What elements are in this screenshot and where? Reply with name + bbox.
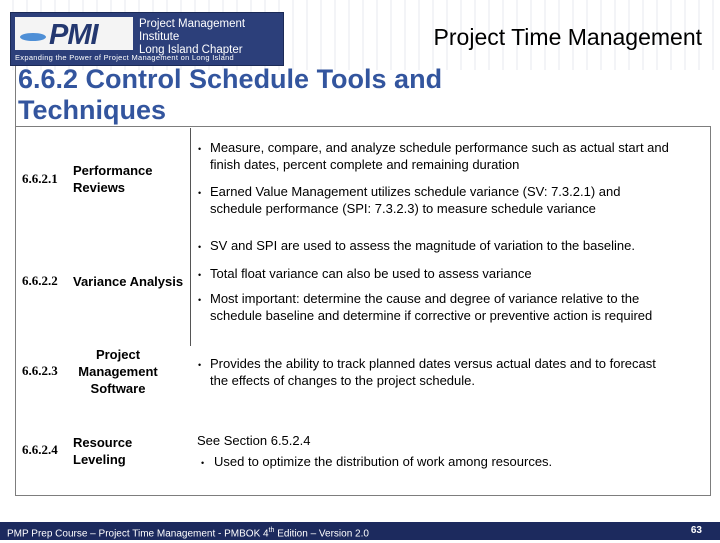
bullet-icon: • [198, 270, 202, 280]
list-item [214, 453, 552, 470]
list-item-line: Provides the ability to track planned dates versus actual dates and to forecast [210, 356, 656, 371]
section-label [73, 273, 183, 290]
pmi-logo [10, 12, 284, 66]
logo-name-line2: Long Island Chapter [139, 44, 243, 56]
list-item [210, 183, 620, 217]
footer-text-main: PMP Prep Course – Project Time Management - PMBOK 4 [7, 528, 269, 540]
footer-bar [0, 522, 720, 540]
list-item-line: Measure, compare, and analyze schedule performance such as actual start and [210, 140, 669, 155]
list-item [210, 237, 635, 254]
list-item [210, 139, 669, 173]
bullet-icon: • [198, 295, 202, 305]
bullet-icon: • [198, 188, 202, 198]
pmi-logo-mark [15, 17, 133, 50]
section-number: 6.6.2.1 [22, 171, 58, 186]
list-item-line: Most important: determine the cause and degree of variance relative to the [210, 291, 640, 306]
list-item-line: Total float variance can also be used to assess variance [210, 266, 532, 281]
header-title: Project Time Management [433, 24, 702, 50]
slide-title-line2: Techniques [18, 95, 167, 125]
list-item [210, 355, 656, 389]
bullet-icon: • [198, 242, 202, 252]
list-item-line: Earned Value Management utilizes schedule variance (SV: 7.3.2.1) and [210, 184, 621, 199]
pmi-logo-letters: PMI [49, 19, 98, 51]
footer-text-superscript: th [268, 527, 275, 534]
slide-title [18, 64, 442, 126]
list-item [210, 265, 532, 282]
section-label-line: Performance [73, 163, 153, 178]
section-label-line: Project [95, 347, 141, 362]
list-item-line: schedule performance (SPI: 7.3.2.3) to measure schedule variance [210, 201, 596, 216]
logo-tagline: Expanding the Power of Project Management on Long Island [15, 53, 235, 62]
logo-organization-name [139, 18, 283, 57]
footer-text-edition: Edition – Version 2.0 [274, 528, 369, 540]
section-label-line: Software [90, 381, 146, 396]
list-item [210, 290, 652, 324]
section-label [73, 162, 152, 196]
bullet-icon: • [198, 144, 202, 154]
list-item-line: SV and SPI are used to assess the magnitude of variation to the baseline. [210, 238, 635, 253]
section-number: 6.6.2.2 [22, 273, 58, 288]
section-label [73, 434, 132, 468]
list-item-line: the effects of changes to the project schedule. [210, 373, 475, 388]
list-item-line: Used to optimize the distribution of work among resources. [214, 454, 553, 469]
bullet-icon: • [198, 360, 202, 370]
section-number: 6.6.2.4 [22, 442, 58, 457]
bullet-icon: • [201, 458, 205, 468]
page-number: 63 [690, 525, 702, 536]
section-label-line: Management [78, 364, 158, 379]
slide-title-line1: 6.6.2 Control Schedule Tools and [18, 64, 443, 94]
column-divider [190, 128, 191, 346]
section-reference: See Section 6.5.2.4 [197, 433, 311, 448]
section-label-line: Resource [73, 435, 133, 450]
section-label-line: Leveling [73, 452, 126, 467]
list-item-line: schedule baseline and determine if corrective or preventive action is required [210, 308, 653, 323]
list-item-line: finish dates, percent complete and remaining duration [210, 157, 520, 172]
section-number: 6.6.2.3 [22, 363, 58, 378]
section-label-line: Variance Analysis [73, 274, 184, 289]
section-label-line: Reviews [73, 180, 126, 195]
section-label [73, 346, 163, 397]
globe-icon [20, 33, 46, 41]
logo-name-line1: Project Management Institute [139, 18, 246, 43]
